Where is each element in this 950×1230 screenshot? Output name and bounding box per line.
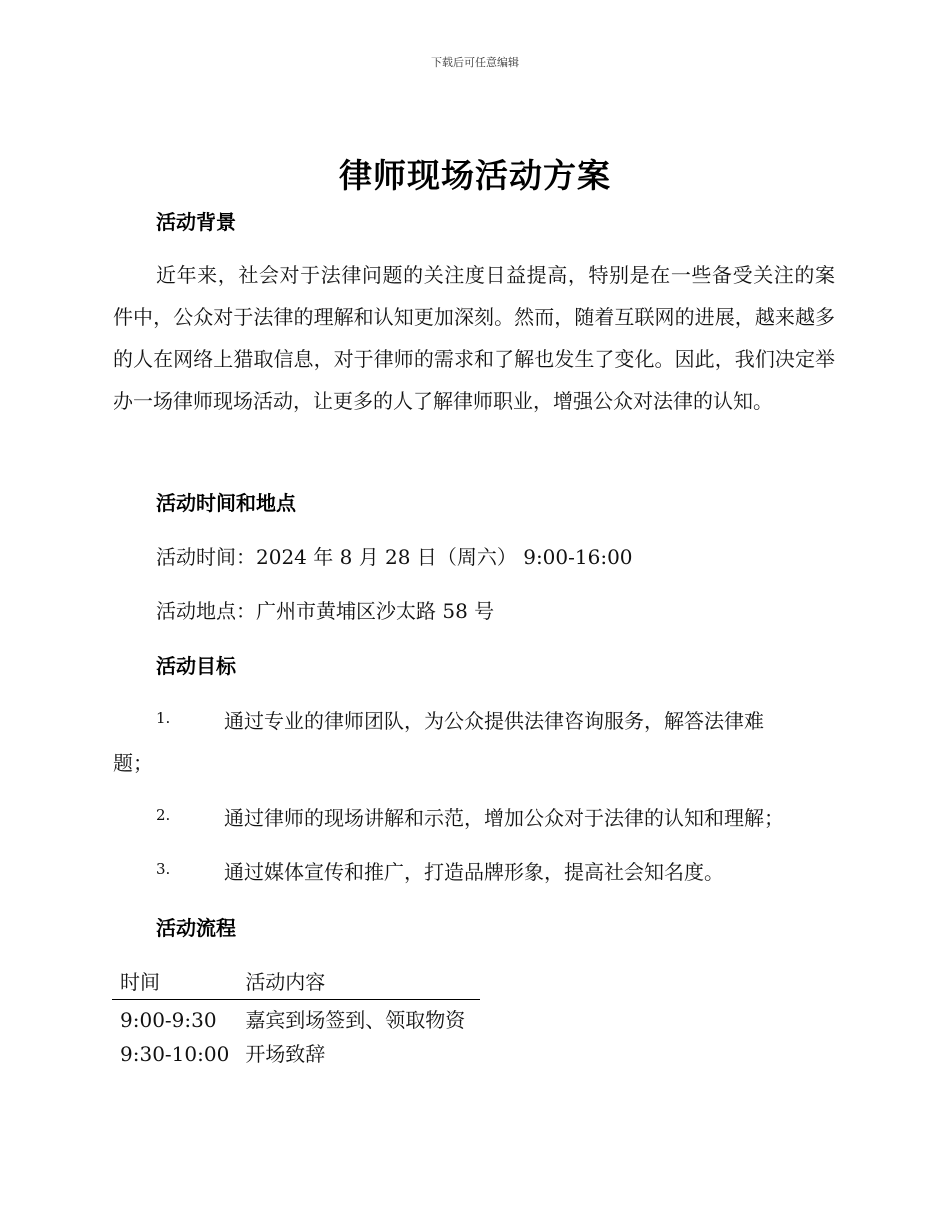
table-row <box>112 1034 480 1068</box>
column-header-content: 活动内容 <box>237 966 480 1000</box>
goal-item-number: 2. <box>156 806 171 824</box>
section-heading-time-place: 活动时间和地点 <box>156 491 296 515</box>
table-cell-time: 9:30-10:00 <box>120 1042 230 1066</box>
background-paragraph: 近年来，社会对于法律问题的关注度日益提高，特别是在一些备受关注的案件中，公众对于法律的理解和认知更加深刻。然而，随着互联网的进展，越来越多的人在网络上猎取信息，对于律师的需求和了解也发生了变化。因此，我们决定举办一场律师现场活动，让更多的人了解律师职业，增强公众对法律的认知。 <box>113 263 835 413</box>
table-cell-content: 嘉宾到场签到、领取物资 <box>245 1008 466 1032</box>
schedule-table <box>112 966 480 1068</box>
section-heading-background: 活动背景 <box>156 210 236 234</box>
goal-item-number: 1. <box>156 709 171 727</box>
goal-item-text: 通过专业的律师团队，为公众提供法律咨询服务，解答法律难 <box>224 709 764 733</box>
table-cell-content: 开场致辞 <box>245 1042 326 1066</box>
table-header-row <box>112 966 480 1000</box>
section-heading-goals: 活动目标 <box>156 654 236 678</box>
goal-item-number: 3. <box>156 860 171 878</box>
event-time-line: 活动时间：2024 年 8 月 28 日（周六） 9:00-16:00 <box>156 545 633 569</box>
table-row <box>112 1000 480 1035</box>
page-header-note: 下载后可任意编辑 <box>431 56 519 69</box>
goal-item-text: 通过律师的现场讲解和示范，增加公众对于法律的认知和理解； <box>224 806 784 830</box>
section-heading-process: 活动流程 <box>156 916 236 940</box>
goal-item-text-continued: 题； <box>113 751 153 775</box>
event-place-line: 活动地点：广州市黄埔区沙太路 58 号 <box>156 599 495 623</box>
column-header-time: 时间 <box>112 966 237 1000</box>
goal-item-text: 通过媒体宣传和推广，打造品牌形象，提高社会知名度。 <box>224 860 724 884</box>
document-title: 律师现场活动方案 <box>339 156 611 195</box>
table-cell-time: 9:00-9:30 <box>120 1008 217 1032</box>
